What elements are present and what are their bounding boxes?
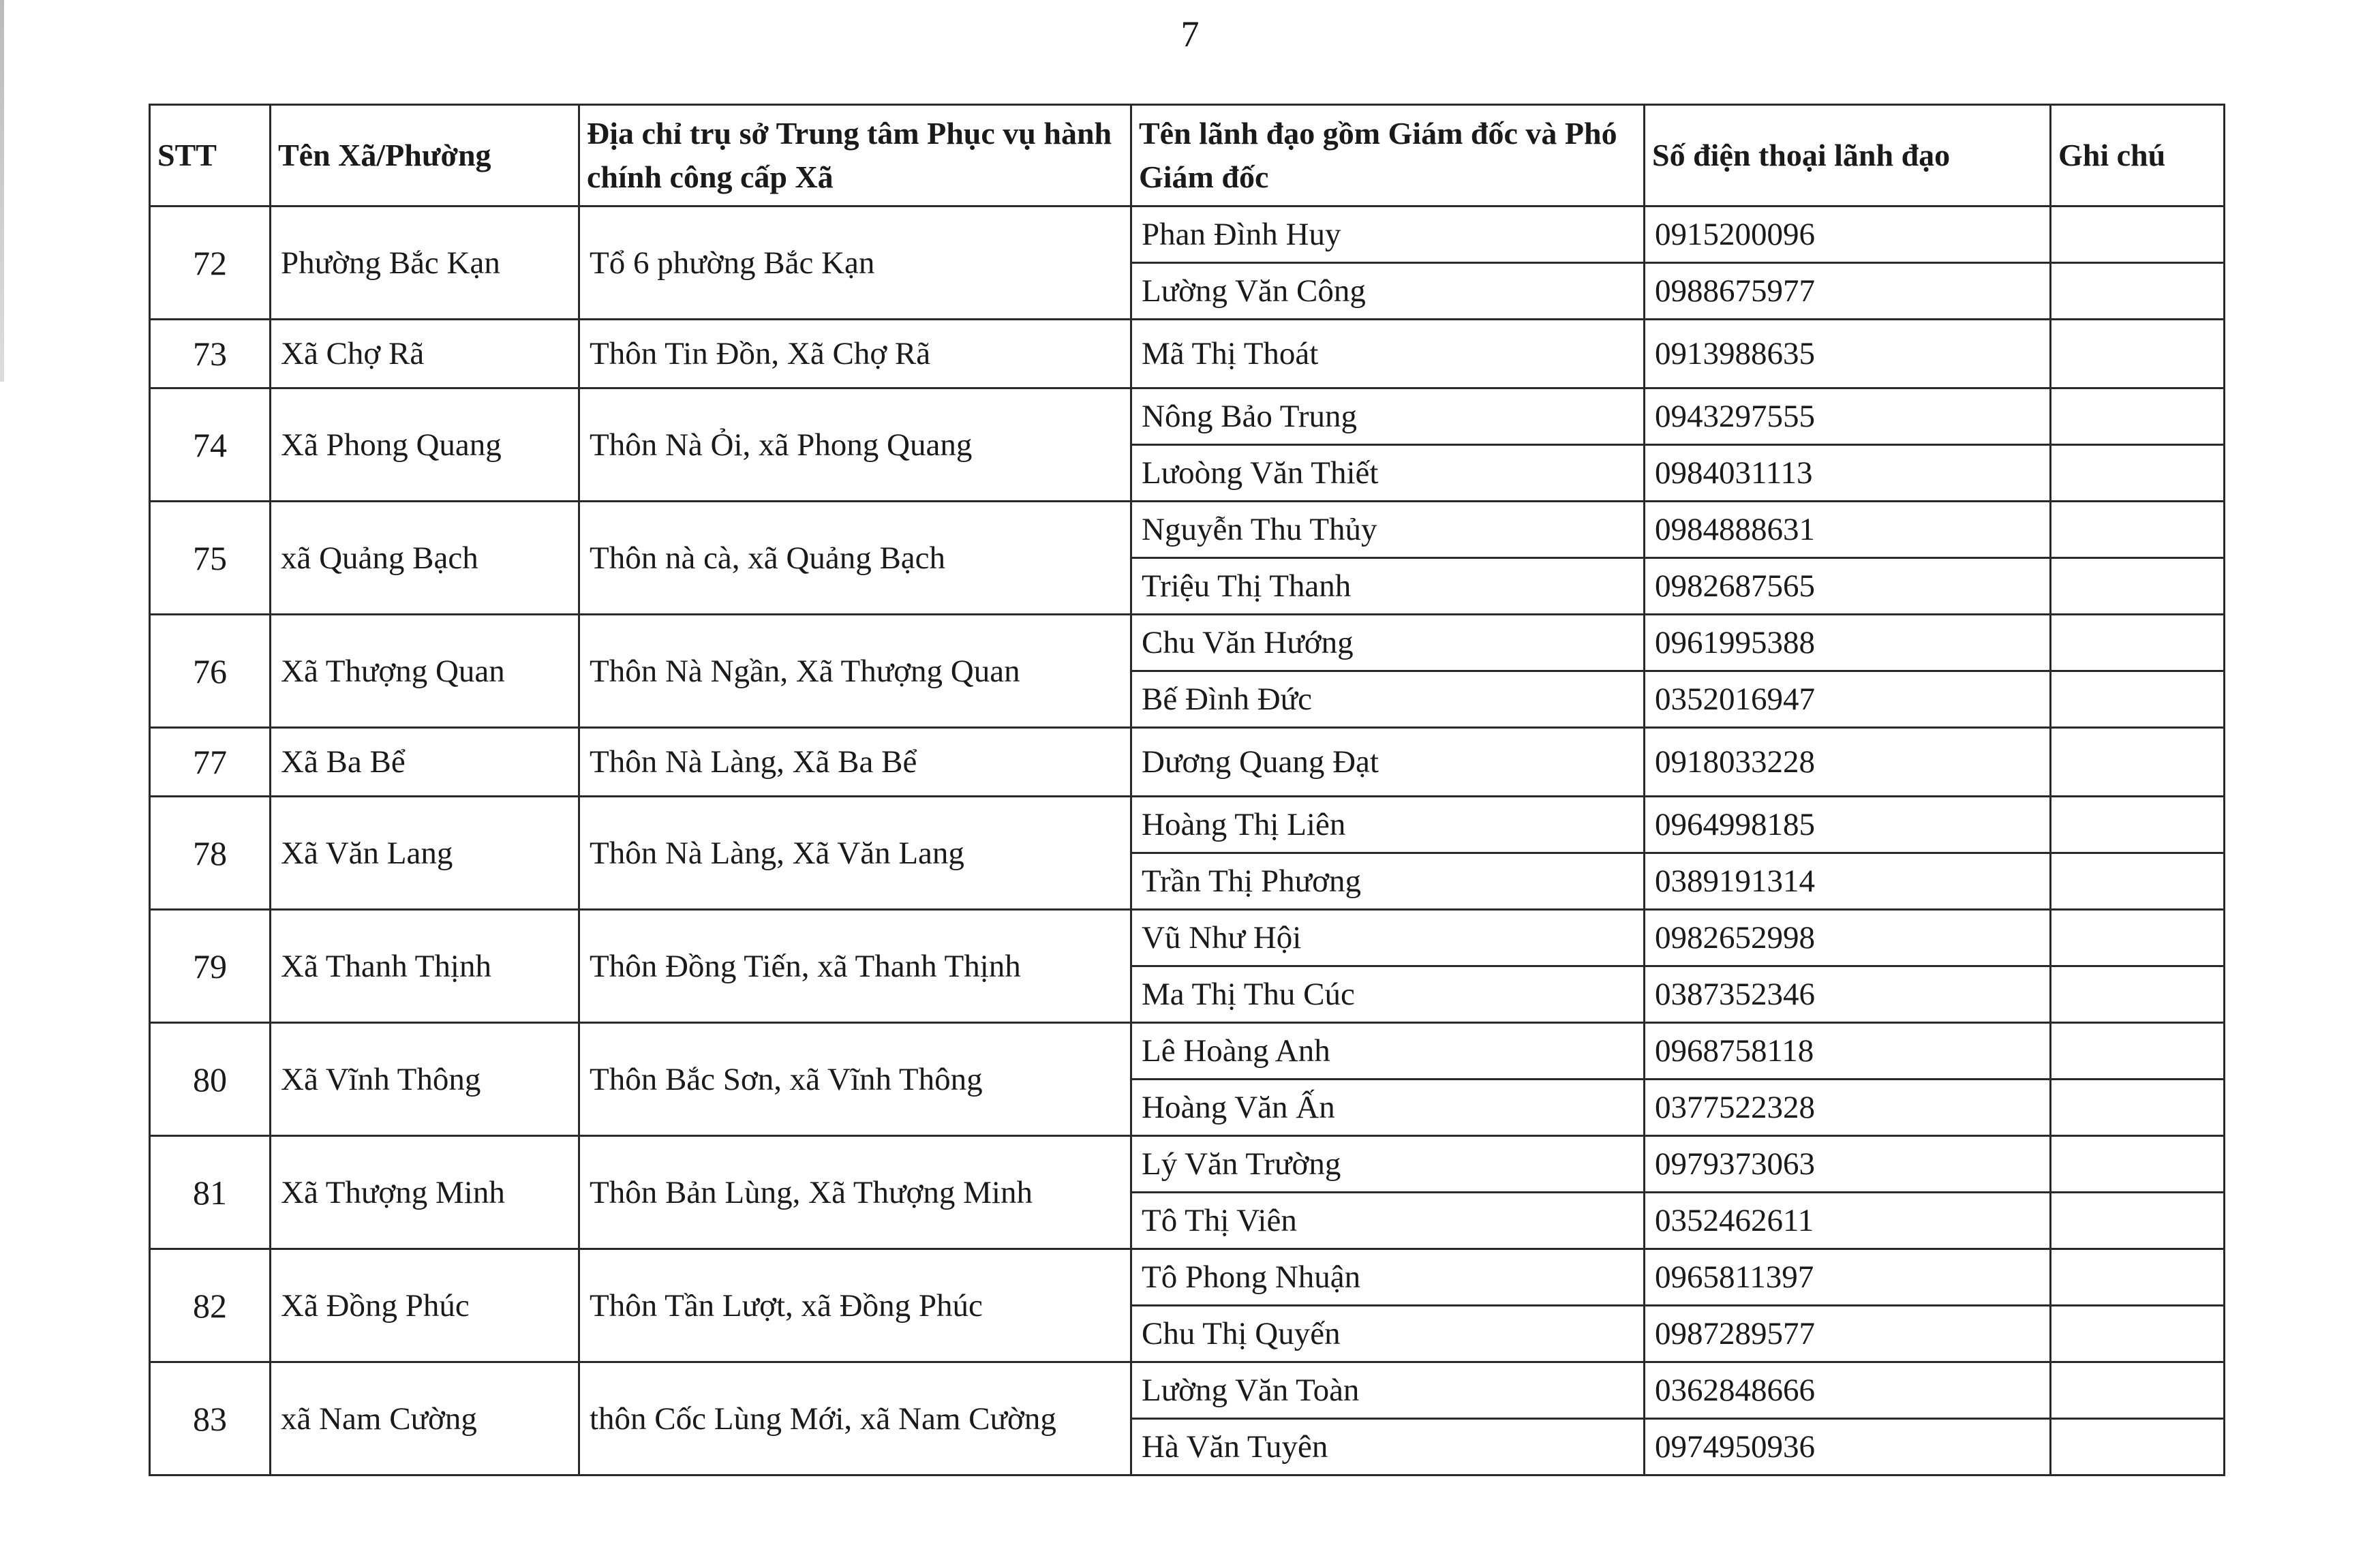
leader-name-cell: Dương Quang Đạt xyxy=(1131,728,1645,797)
leader-phone-cell: 0362848666 xyxy=(1645,1362,2051,1419)
stt-cell: 83 xyxy=(150,1362,271,1475)
header-phone: Số điện thoại lãnh đạo xyxy=(1645,105,2051,206)
commune-leaders-table xyxy=(149,104,2225,1476)
table-body xyxy=(150,206,2225,1475)
leader-name-cell: Chu Thị Quyến xyxy=(1131,1306,1645,1362)
leader-phone-cell: 0965811397 xyxy=(1645,1249,2051,1306)
leader-name-cell: Triệu Thị Thanh xyxy=(1131,558,1645,615)
scan-edge xyxy=(0,0,4,382)
leader-name-cell: Tô Thị Viên xyxy=(1131,1193,1645,1249)
note-cell xyxy=(2051,1362,2225,1419)
leader-name-cell: Lý Văn Trường xyxy=(1131,1136,1645,1193)
commune-name-cell: Xã Chợ Rã xyxy=(271,320,579,388)
table-row xyxy=(150,206,2225,263)
note-cell xyxy=(2051,1136,2225,1193)
note-cell xyxy=(2051,206,2225,263)
header-stt: STT xyxy=(150,105,271,206)
stt-cell: 82 xyxy=(150,1249,271,1362)
note-cell xyxy=(2051,320,2225,388)
leader-phone-cell: 0968758118 xyxy=(1645,1023,2051,1080)
table-row xyxy=(150,502,2225,558)
commune-name-cell: Xã Đồng Phúc xyxy=(271,1249,579,1362)
stt-cell: 75 xyxy=(150,502,271,615)
leader-phone-cell: 0984888631 xyxy=(1645,502,2051,558)
leader-phone-cell: 0943297555 xyxy=(1645,388,2051,445)
address-cell: Thôn Đồng Tiến, xã Thanh Thịnh xyxy=(579,910,1131,1023)
leader-phone-cell: 0987289577 xyxy=(1645,1306,2051,1362)
leader-phone-cell: 0982652998 xyxy=(1645,910,2051,966)
note-cell xyxy=(2051,558,2225,615)
header-name: Tên Xã/Phường xyxy=(271,105,579,206)
leader-name-cell: Nguyễn Thu Thủy xyxy=(1131,502,1645,558)
table-header-row xyxy=(150,105,2225,206)
stt-cell: 78 xyxy=(150,797,271,910)
commune-name-cell: Phường Bắc Kạn xyxy=(271,206,579,320)
leader-name-cell: Chu Văn Hướng xyxy=(1131,615,1645,671)
commune-name-cell: xã Quảng Bạch xyxy=(271,502,579,615)
table-row xyxy=(150,1362,2225,1419)
address-cell: Thôn Bắc Sơn, xã Vĩnh Thông xyxy=(579,1023,1131,1136)
address-cell: Thôn Nà Làng, Xã Văn Lang xyxy=(579,797,1131,910)
leader-name-cell: Lê Hoàng Anh xyxy=(1131,1023,1645,1080)
note-cell xyxy=(2051,797,2225,853)
note-cell xyxy=(2051,1419,2225,1475)
table-row xyxy=(150,388,2225,445)
header-leaders: Tên lãnh đạo gồm Giám đốc và Phó Giám đốc xyxy=(1131,105,1645,206)
leader-phone-cell: 0352462611 xyxy=(1645,1193,2051,1249)
header-address: Địa chỉ trụ sở Trung tâm Phục vụ hành chính công cấp Xã xyxy=(579,105,1131,206)
address-cell: Thôn Nà Ngần, Xã Thượng Quan xyxy=(579,615,1131,728)
address-cell: Tổ 6 phường Bắc Kạn xyxy=(579,206,1131,320)
stt-cell: 72 xyxy=(150,206,271,320)
note-cell xyxy=(2051,966,2225,1023)
commune-name-cell: Xã Phong Quang xyxy=(271,388,579,502)
note-cell xyxy=(2051,853,2225,910)
leader-name-cell: Nông Bảo Trung xyxy=(1131,388,1645,445)
leader-phone-cell: 0984031113 xyxy=(1645,445,2051,502)
leader-name-cell: Bế Đình Đức xyxy=(1131,671,1645,728)
leader-phone-cell: 0988675977 xyxy=(1645,263,2051,320)
leader-phone-cell: 0915200096 xyxy=(1645,206,2051,263)
address-cell: Thôn Tin Đồn, Xã Chợ Rã xyxy=(579,320,1131,388)
note-cell xyxy=(2051,910,2225,966)
leader-name-cell: Vũ Như Hội xyxy=(1131,910,1645,966)
leader-name-cell: Trần Thị Phương xyxy=(1131,853,1645,910)
note-cell xyxy=(2051,1306,2225,1362)
commune-name-cell: Xã Thanh Thịnh xyxy=(271,910,579,1023)
leader-name-cell: Tô Phong Nhuận xyxy=(1131,1249,1645,1306)
note-cell xyxy=(2051,388,2225,445)
header-note: Ghi chú xyxy=(2051,105,2225,206)
note-cell xyxy=(2051,445,2225,502)
note-cell xyxy=(2051,671,2225,728)
leader-name-cell: Mã Thị Thoát xyxy=(1131,320,1645,388)
leader-phone-cell: 0352016947 xyxy=(1645,671,2051,728)
note-cell xyxy=(2051,263,2225,320)
address-cell: Thôn Bản Lùng, Xã Thượng Minh xyxy=(579,1136,1131,1249)
leader-phone-cell: 0387352346 xyxy=(1645,966,2051,1023)
address-cell: Thôn nà cà, xã Quảng Bạch xyxy=(579,502,1131,615)
leader-phone-cell: 0979373063 xyxy=(1645,1136,2051,1193)
note-cell xyxy=(2051,728,2225,797)
stt-cell: 77 xyxy=(150,728,271,797)
commune-name-cell: Xã Thượng Quan xyxy=(271,615,579,728)
table-row xyxy=(150,615,2225,671)
leader-name-cell: Hà Văn Tuyên xyxy=(1131,1419,1645,1475)
table-row xyxy=(150,320,2225,388)
note-cell xyxy=(2051,502,2225,558)
commune-name-cell: Xã Thượng Minh xyxy=(271,1136,579,1249)
leader-name-cell: Hoàng Văn Ấn xyxy=(1131,1080,1645,1136)
commune-name-cell: Xã Văn Lang xyxy=(271,797,579,910)
address-cell: Thôn Nà Làng, Xã Ba Bể xyxy=(579,728,1131,797)
address-cell: Thôn Tần Lượt, xã Đồng Phúc xyxy=(579,1249,1131,1362)
table-row xyxy=(150,728,2225,797)
leader-name-cell: Lường Văn Công xyxy=(1131,263,1645,320)
commune-name-cell: xã Nam Cường xyxy=(271,1362,579,1475)
leader-name-cell: Lưoòng Văn Thiết xyxy=(1131,445,1645,502)
commune-name-cell: Xã Vĩnh Thông xyxy=(271,1023,579,1136)
leader-phone-cell: 0964998185 xyxy=(1645,797,2051,853)
leader-phone-cell: 0913988635 xyxy=(1645,320,2051,388)
note-cell xyxy=(2051,615,2225,671)
stt-cell: 80 xyxy=(150,1023,271,1136)
note-cell xyxy=(2051,1023,2225,1080)
stt-cell: 73 xyxy=(150,320,271,388)
address-cell: thôn Cốc Lùng Mới, xã Nam Cường xyxy=(579,1362,1131,1475)
stt-cell: 81 xyxy=(150,1136,271,1249)
note-cell xyxy=(2051,1249,2225,1306)
stt-cell: 76 xyxy=(150,615,271,728)
leader-phone-cell: 0918033228 xyxy=(1645,728,2051,797)
table-row xyxy=(150,1249,2225,1306)
leader-name-cell: Hoàng Thị Liên xyxy=(1131,797,1645,853)
table-row xyxy=(150,1023,2225,1080)
leader-phone-cell: 0974950936 xyxy=(1645,1419,2051,1475)
leader-name-cell: Ma Thị Thu Cúc xyxy=(1131,966,1645,1023)
leader-name-cell: Lường Văn Toàn xyxy=(1131,1362,1645,1419)
leader-name-cell: Phan Đình Huy xyxy=(1131,206,1645,263)
table-row xyxy=(150,910,2225,966)
table-row xyxy=(150,1136,2225,1193)
leader-phone-cell: 0982687565 xyxy=(1645,558,2051,615)
page-number: 7 xyxy=(1180,14,1200,55)
commune-name-cell: Xã Ba Bể xyxy=(271,728,579,797)
note-cell xyxy=(2051,1193,2225,1249)
leader-phone-cell: 0961995388 xyxy=(1645,615,2051,671)
stt-cell: 79 xyxy=(150,910,271,1023)
note-cell xyxy=(2051,1080,2225,1136)
stt-cell: 74 xyxy=(150,388,271,502)
leader-phone-cell: 0389191314 xyxy=(1645,853,2051,910)
leader-phone-cell: 0377522328 xyxy=(1645,1080,2051,1136)
address-cell: Thôn Nà Ỏi, xã Phong Quang xyxy=(579,388,1131,502)
table-row xyxy=(150,797,2225,853)
